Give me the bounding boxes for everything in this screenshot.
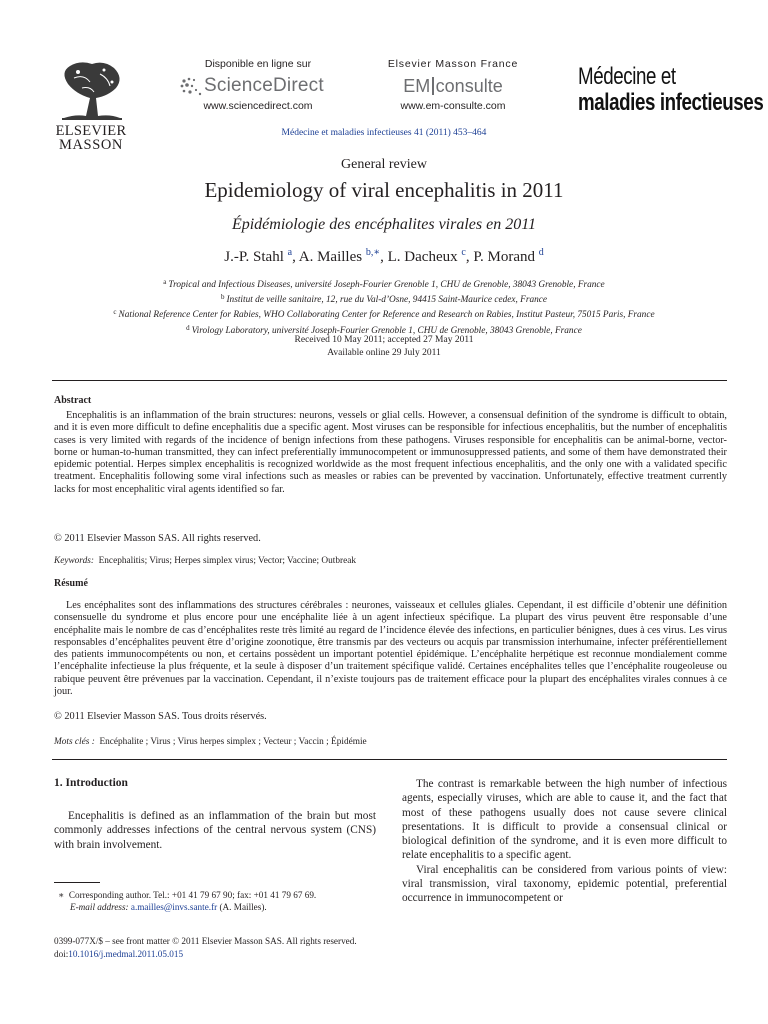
abstract-body: Encephalitis is an inflammation of the brain structures: neurons, vessels or glial cells. However, a consensual definition of the syndrome is difficult to obtain, and it is even more difficult to define encephalitis due a specific agent. Most viruses can be responsible for infectious encephalitis, but the number of encephalitis cases is very limited with regards of the incidence of benign infections from these pathogens. Viruses responsible for encephalitis can be animal-borne, vector-borne or human-to-human transmitted, they can infect preferentially immunocompetent or immunosuppressed patients, and some of them have demonstrated their epidemic potential. Herpes simplex encephalitis is recognized worldwide as the most frequent infectious encephalitis, and the only one with a validated specific treatment. Encephalitis following some viral infections such as measles or rabies can be prevented by vaccination. Unfortunately, effective treatment currently lacks for most encephalitic viral agents identified so far. xyxy=(54,410,727,495)
received-date: Received 10 May 2011; accepted 27 May 2011 xyxy=(294,335,474,345)
affiliation-marker: d xyxy=(186,323,190,332)
doi-label: doi: xyxy=(54,948,69,959)
mots-cles-list: Encéphalite ; Virus ; Virus herpes simplex ; Vecteur ; Vaccin ; Épidémie xyxy=(99,737,367,747)
resume-heading: Résumé xyxy=(54,578,88,589)
author-affil-link[interactable]: a xyxy=(287,247,293,258)
article-dates xyxy=(0,334,768,359)
emconsulte-divider xyxy=(432,77,433,95)
doi-link[interactable]: 10.1016/j.medmal.2011.05.015 xyxy=(68,948,184,959)
author-sep: , xyxy=(465,249,474,265)
article-subtitle: Épidémiologie des encéphalites virales en 2011 xyxy=(231,216,537,233)
left-column xyxy=(54,777,376,914)
abstract-heading: Abstract xyxy=(54,395,92,406)
author-affil-link[interactable]: d xyxy=(538,247,544,258)
sciencedirect-dots-icon xyxy=(180,77,206,97)
affiliation-marker: a xyxy=(163,278,167,286)
affiliation-item xyxy=(0,291,768,306)
affiliation-text: Tropical and Infectious Diseases, université Joseph-Fourier Grenoble 1, CHU de Grenoble, 38043 Grenoble, France xyxy=(168,280,605,290)
journal-citation[interactable]: Médecine et maladies infectieuses 41 (2011) 453–464 xyxy=(281,128,487,138)
resume-text xyxy=(54,600,727,698)
journal-logo-line1: Médecine et xyxy=(578,63,676,90)
mots-cles-line xyxy=(54,737,367,747)
author-sep: , xyxy=(292,249,299,265)
right-column xyxy=(402,777,727,906)
sciencedirect-block xyxy=(178,58,338,113)
masson-wordmark: MASSON xyxy=(58,137,124,153)
elsevier-tree-icon xyxy=(56,60,126,122)
doi-line xyxy=(54,948,357,961)
author-name: L. Dacheux xyxy=(387,249,458,265)
footnote-email xyxy=(54,901,376,914)
author-name: J.-P. Stahl xyxy=(224,249,284,265)
elsevier-wordmark: ELSEVIER xyxy=(55,123,127,139)
author-sep: , xyxy=(380,249,388,265)
abstract-top-rule xyxy=(52,380,727,381)
front-matter: 0399-077X/$ – see front matter © 2011 Elsevier Masson SAS. All rights reserved. xyxy=(54,936,357,946)
journal-header xyxy=(0,0,768,160)
email-suffix: (A. Mailles). xyxy=(219,902,267,913)
elsevier-logo xyxy=(52,60,130,154)
footnote-rule xyxy=(54,882,100,883)
affiliation-item xyxy=(0,306,768,321)
article-type: General review xyxy=(341,157,427,172)
page-footer xyxy=(54,935,357,960)
keywords-list: Encephalitis; Virus; Herpes simplex virus; Vector; Vaccine; Outbreak xyxy=(98,556,356,566)
email-link[interactable]: a.mailles@invs.sante.fr xyxy=(130,902,218,913)
emconsulte-consulte: consulte xyxy=(435,76,503,96)
right-paragraph-1: The contrast is remarkable between the high number of infectious agents, especially viruses, which are able to cause it, and the fact that most of these pathogens usually does not cause severe clinical presentations. It is difficult to provide a consensual clinical or biological definition of the syndrome, and it is even more difficult to relate encephalitis to a specific agent. xyxy=(402,778,727,862)
emconsulte-em: EM xyxy=(403,76,431,96)
keywords-label: Keywords: xyxy=(54,556,94,566)
footnote-marker: ∗ xyxy=(58,889,65,900)
affiliation-item xyxy=(0,276,768,291)
abstract-copyright: © 2011 Elsevier Masson SAS. All rights reserved. xyxy=(54,533,261,544)
online-date: Available online 29 July 2011 xyxy=(327,347,441,358)
affiliation-marker: c xyxy=(113,308,117,317)
resume-copyright: © 2011 Elsevier Masson SAS. Tous droits réservés. xyxy=(54,711,267,722)
affiliation-marker: b xyxy=(220,293,225,302)
abstract-bottom-rule xyxy=(52,759,727,760)
affiliation-text: National Reference Center for Rabies, WHO Collaborating Center for Reference and Research on Rabies, Institut Pasteur, 75015 Paris, France xyxy=(118,310,655,321)
sciencedirect-logo[interactable] xyxy=(178,73,338,99)
mots-cles-label: Mots clés : xyxy=(54,737,95,747)
abstract-text xyxy=(54,410,727,496)
footnote-text: Corresponding author. Tel.: +01 41 79 67 90; fax: +01 41 79 67 69. xyxy=(68,889,317,900)
affiliation-list xyxy=(0,276,768,337)
emconsulte-url[interactable]: www.em-consulte.com xyxy=(400,100,506,112)
sciencedirect-name: ScienceDirect xyxy=(204,75,324,96)
section-heading-introduction: 1. Introduction xyxy=(54,777,128,789)
keywords-line xyxy=(54,556,356,566)
footnote-corresponding xyxy=(54,889,376,902)
article-title: Epidemiology of viral encephalitis in 2011 xyxy=(204,178,564,202)
emconsulte-logo[interactable] xyxy=(378,73,528,99)
author-list xyxy=(0,247,768,266)
author-name: P. Morand xyxy=(473,249,535,265)
email-label: E-mail address: xyxy=(70,902,129,913)
emconsulte-block xyxy=(378,58,528,113)
resume-body: Les encéphalites sont des inflammations des structures cérébrales : neurones, vaisseaux et cellules gliales. Cependant, il est difficile d’obtenir une définition consensuelle du syndrome et plus encore pour une encéphalite liée à un agent infectieux spécifique. La plupart des virus peuvent être responsable d’une encéphalite mais le nombre de cas d’encéphalites reste très limité au regard de l’incidence élevée des infections, en particulier bénignes, dues à ces virus. Les virus responsables d’encéphalites peuvent être d’origine zoonotique, être transmis par des vecteurs ou acquis par transmission interhumaine, infecter préférentiellement des patients immunocompétents ou non, et certains possèdent un important potentiel épidémique. L’encéphalite herpétique est reconnue mondialement comme l’encéphalite infectieuse la plus fréquente, et la seule à disposer d’un traitement spécifique validé. Certaines encéphalites telles que l’encéphalite rougeoleuse ou rabique peuvent être prévenues par la vaccination. Cependant, il n’existe toujours pas de traitement efficace pour la plupart des encéphalites virales connues à ce jour. xyxy=(54,600,727,698)
author-affil-link[interactable]: b,∗ xyxy=(365,247,381,258)
sciencedirect-url[interactable]: www.sciencedirect.com xyxy=(203,100,313,112)
right-paragraph-2: Viral encephalitis can be considered from various points of view: viral transmission, viral taxonomy, epidemic potential, preferential occurrence in immunocompetent or xyxy=(402,863,727,905)
journal-logo xyxy=(578,63,764,116)
affiliation-text: Institut de veille sanitaire, 12, rue du Val-d’Osne, 94415 Saint-Maurice cedex, France xyxy=(226,295,548,306)
intro-paragraph: Encephalitis is defined as an inflammation of the brain but most commonly addresses infections of the central nervous system (CNS) with brain involvement. xyxy=(54,810,376,851)
available-online-label: Disponible en ligne sur xyxy=(204,58,312,70)
author-affil-link[interactable]: c xyxy=(461,247,466,258)
journal-logo-line2: maladies infectieuses xyxy=(578,89,764,116)
affiliation-text: Virology Laboratory, université Joseph-Fourier Grenoble 1, CHU de Grenoble, 38043 Grenoble, France xyxy=(191,325,582,336)
emconsulte-publisher: Elsevier Masson France xyxy=(387,58,519,70)
author-name: A. Mailles xyxy=(298,249,363,265)
